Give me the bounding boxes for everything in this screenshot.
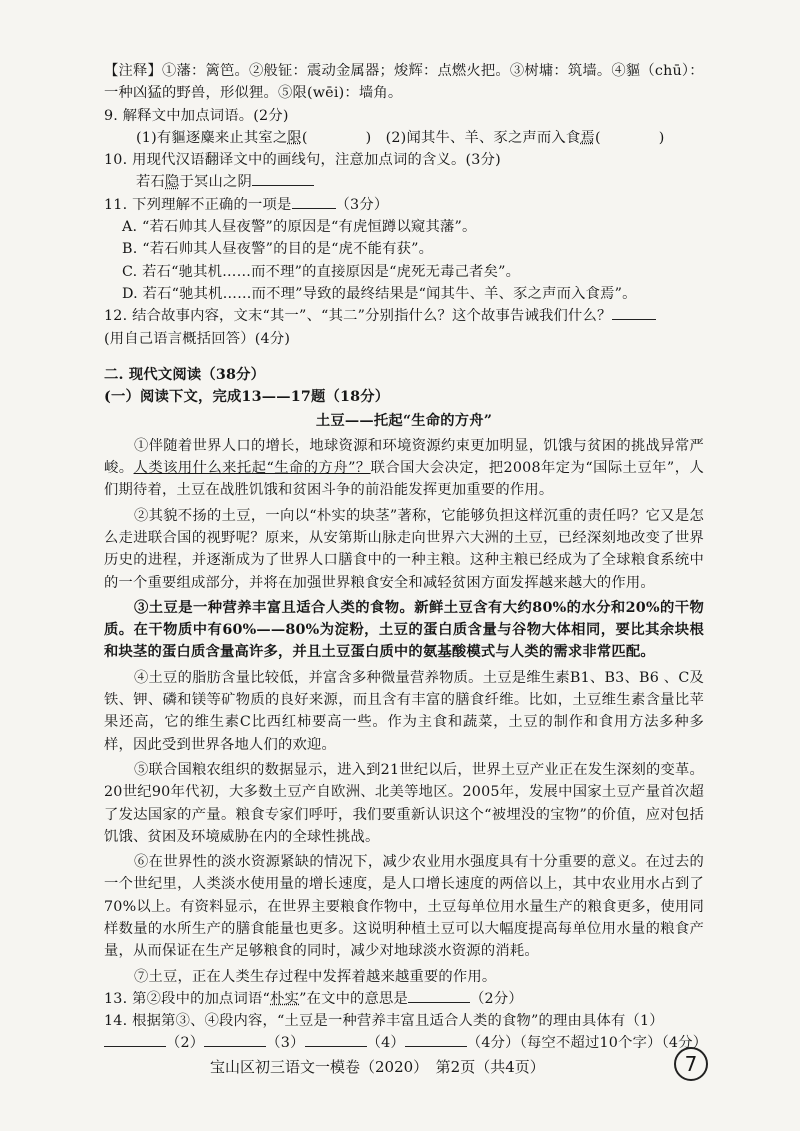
q10-text-pre: 若石 (136, 174, 165, 191)
q13-dotted-word: 朴实 (270, 990, 300, 1007)
notes-line-1 (104, 60, 704, 82)
article-paragraph-4: ④土豆的脂肪含量比较低，并富含多种微量营养物质。土豆是维生素B1、B3、B6 、C及铁、钾、磷和镁等矿物质的良好来源，而且含有丰富的膳食纤维。比如，土豆维生素含量比苹果还高，它的维生素C比西红柿要高一些。作为主食和蔬菜，土豆的制作和食用方法多种多样，因此受到世界各地人们的欢迎。 (104, 669, 704, 753)
q9-item2-text: (2)闻其牛、羊、豕之声而入食 (385, 129, 581, 146)
notes-header: 【注释】 (104, 63, 162, 79)
q11-score: （3分） (335, 196, 389, 213)
q9-item1-dotted-word: 限 (287, 129, 302, 146)
page-footer: 宝山区初三语文一模卷（2020） 第2页（共4页） (210, 1058, 545, 1076)
q11-stem-text: 11. 下列理解不正确的一项是 (104, 196, 292, 213)
page-content (104, 60, 708, 1055)
q13-answer-blank[interactable] (408, 988, 470, 1003)
q10-dotted-word: 隐 (165, 174, 180, 191)
question-14-line-1: 14. 根据第③、④段内容，“土豆是一种营养丰富且适合人类的食物”的理由具体有（1） (104, 1013, 664, 1030)
q11-option-a: A. “若石帅其人昼夜警”的原因是“有虎恒蹲以窥其藩”。 (122, 219, 477, 236)
q9-item1-text: (1)有貙逐麋来止其室之 (136, 129, 288, 146)
q9-item2-answer-blank[interactable]: ( ) (594, 129, 665, 146)
notes-line-2: 一种凶猛的野兽，形似狸。⑤限(wēi)：墙角。 (104, 85, 403, 102)
q12-text: 12. 结合故事内容，文末“其一”、“其二”分别指什么？这个故事告诫我们什么？ (104, 308, 612, 325)
q13-score: （2分） (470, 990, 523, 1007)
question-9-items (104, 127, 704, 149)
q14-marker-4: （4） (366, 1035, 405, 1052)
question-10-stem: 10. 用现代汉语翻译文中的画线句，注意加点词的含义。(3分) (104, 152, 501, 169)
q11-option-c: C. 若石“驰其机……而不理”的直接原因是“虎死无毒己者矣”。 (122, 263, 521, 280)
p1-text-b: 联合国大会决定，把2008年定为“国际土豆年”，人们期待着，土豆在战胜饥饿和贫困斗争的前沿能发挥更加重要的作用。 (104, 460, 704, 499)
q10-text-post: 于冥山之阴 (179, 174, 252, 191)
q11-option-d: D. 若石“驰其机……而不理”导致的最终结果是“闻其牛、羊、豕之声而入食焉”。 (122, 285, 637, 302)
q13-text-post: ”在文中的意思是 (299, 990, 409, 1007)
article-paragraph-3: ③土豆是一种营养丰富且适合人类的食物。新鲜土豆含有大约80%的水分和20%的干物质。在干物质中有60%——80%为淀粉，土豆的蛋白质含量与谷物大体相同，要比其余块根和块茎的蛋白质含量高许多，并且土豆蛋白质中的氨基酸模式与人类的需求非常匹配。 (104, 599, 704, 661)
question-9-stem: 9. 解释文中加点词语。(2分) (104, 107, 289, 124)
q9-item1-answer-blank[interactable]: ( ) (301, 129, 372, 146)
article-paragraph-2: ②其貌不扬的土豆，一向以“朴实的块茎”著称，它能够负担这样沉重的责任吗？它又是怎么走进联合国的视野呢？原来，从安第斯山脉走向世界六大洲的土豆，已经深刻地改变了世界历史的进程，并逐渐成为了世界人口膳食中的一种主粮。这种主粮已经成为了全球粮食系统中的一个重要组成部分，并将在加强世界粮食安全和减轻贫困方面发挥越来越大的作用。 (104, 507, 704, 591)
q9-item2-dotted-word: 焉 (580, 129, 595, 146)
q14-marker-2: （2） (166, 1035, 205, 1052)
question-10-sentence (104, 171, 704, 193)
q11-option-b: B. “若石帅其人昼夜警”的目的是“虎不能有获”。 (122, 241, 434, 258)
q14-blank-1[interactable] (104, 1032, 166, 1047)
article-paragraph-5: ⑤联合国粮农组织的数据显示，进入到21世纪以后，世界土豆产业正在发生深刻的变革。20世纪90年代初，大多数土豆产自欧洲、北美等地区。2005年，发展中国家土豆产量首次超了发达国家的产量。粮食专家们呼吁，我们要重新认识这个“被埋没的宝物”的价值，应对包括饥饿、贫困及环境威胁在内的全球性挑战。 (104, 761, 704, 845)
article-title: 土豆——托起“生命的方舟” (315, 413, 493, 430)
section-2-heading: 二. 现代文阅读（38分） (104, 366, 266, 383)
q14-blank-2[interactable] (204, 1032, 266, 1047)
notes-text-1: ①藩：篱笆。②般钲：震动金属器；焌辉：点燃火把。③树墉：筑墙。④貙（chū）： (162, 63, 704, 79)
q12-answer-blank[interactable] (612, 305, 656, 320)
q11-answer-blank[interactable] (292, 194, 336, 209)
question-12-line-1 (104, 305, 704, 327)
q13-text-pre: 13. 第②段中的加点词语“ (104, 990, 271, 1007)
page-number-badge: 7 (674, 1047, 708, 1081)
question-11-stem (104, 194, 704, 216)
section-2-subheading: (一）阅读下文，完成13——17题（18分） (104, 389, 390, 406)
question-14-line-2 (104, 1032, 708, 1054)
question-13 (104, 988, 704, 1010)
q10-answer-blank[interactable] (252, 171, 314, 186)
article-paragraph-6: ⑥在世界性的淡水资源紧缺的情况下，减少农业用水强度具有十分重要的意义。在过去的一个世纪里，人类淡水使用量的增长速度，是人口增长速度的两倍以上，其中农业用水占到了70%以上。有资料显示，在世界主要粮食作物中，土豆每单位用水量生产的粮食更多，使用同样数量的水所生产的膳食能量也更多。这说明种植土豆可以大幅度提高每单位用水量的粮食产量，从而保证在生产足够粮食的同时，减少对地球淡水资源的消耗。 (104, 854, 704, 960)
q14-blank-4[interactable] (405, 1032, 467, 1047)
q14-marker-3: （3） (266, 1035, 305, 1052)
q14-blank-3[interactable] (305, 1032, 367, 1047)
p1-text-a: ①伴随着世界人口的增长，地球资源和环境资源约束更加明显，饥饿与贫困的挑战异常严峻。 (104, 437, 704, 477)
p1-underlined-sentence: 人类该用什么来托起“生命的方舟”？ (133, 460, 371, 477)
question-12-line-2: (用自己语言概括回答）(4分) (104, 330, 291, 347)
q14-tail: （4分）（每空不超过10个字）（4分） (466, 1035, 708, 1052)
article-paragraph-1 (104, 435, 704, 502)
article-paragraph-7: ⑦土豆，正在人类生存过程中发挥着越来越重要的作用。 (134, 968, 497, 985)
